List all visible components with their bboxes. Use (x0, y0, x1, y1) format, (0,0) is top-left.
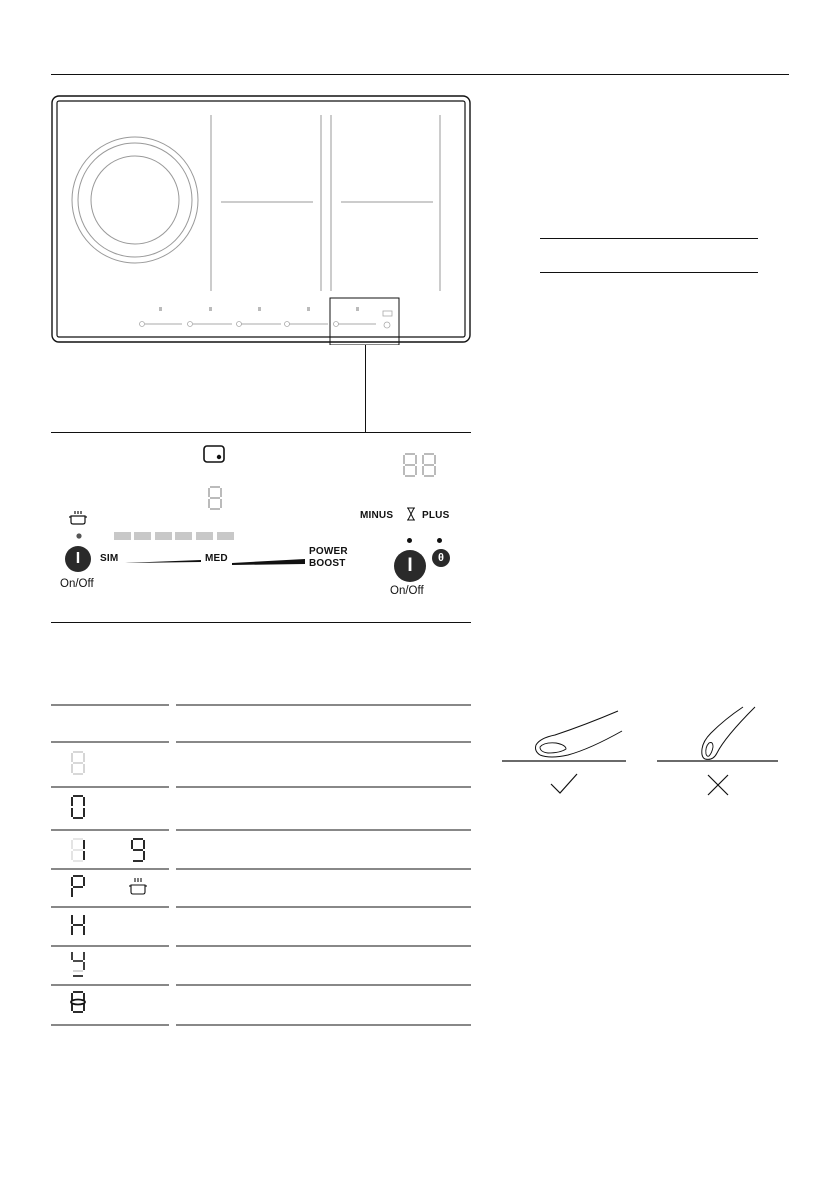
level-power-label[interactable]: POWER (309, 546, 348, 557)
power-segment (155, 532, 172, 540)
timer-minus-button[interactable]: MINUS (360, 510, 394, 521)
symbol-H (72, 915, 84, 935)
lock-button[interactable] (432, 549, 450, 567)
timer-digits (403, 453, 436, 477)
header-rule (51, 74, 789, 75)
lock-icon: θ (438, 552, 444, 564)
symbol-1 (72, 839, 84, 861)
display-symbol-table (51, 700, 471, 1030)
power-glyph: I (75, 550, 81, 567)
zone-indicator-icon (204, 446, 224, 462)
on-off-label-left: On/Off (60, 578, 94, 590)
zone-on-off-button[interactable] (65, 546, 91, 572)
symbol-0 (72, 796, 84, 818)
timer-plus-button[interactable]: PLUS (422, 510, 450, 521)
pot-steam-icon (129, 878, 147, 894)
panel-bottom-rule (51, 622, 471, 623)
power-segment (114, 532, 131, 540)
power-segment (196, 532, 213, 540)
right-rule-1 (540, 238, 758, 239)
symbol-P (72, 876, 84, 897)
lock-indicator (437, 538, 442, 543)
power-glyph: I (407, 555, 413, 576)
pot-steam-icon (69, 511, 87, 524)
symbol-u (72, 952, 84, 976)
power-segment (134, 532, 151, 540)
right-rule-2 (540, 272, 758, 273)
symbol-9 (132, 839, 144, 861)
on-off-label-right: On/Off (390, 585, 424, 597)
check-icon (549, 772, 579, 796)
symbol-8-dimmed (72, 752, 84, 774)
power-segment (217, 532, 234, 540)
zoom-connector-line (365, 345, 366, 433)
level-sim-label[interactable]: SIM (100, 553, 119, 564)
power-level-digit (208, 486, 222, 510)
hourglass-icon (407, 508, 415, 520)
cross-icon (706, 773, 730, 797)
power-segment (175, 532, 192, 540)
main-power-indicator (407, 538, 412, 543)
hob-overview-diagram (51, 95, 471, 345)
level-boost-label[interactable]: BOOST (309, 558, 346, 569)
main-on-off-button[interactable] (394, 550, 426, 582)
pan-icon (71, 992, 85, 1012)
level-med-label[interactable]: MED (205, 553, 228, 564)
